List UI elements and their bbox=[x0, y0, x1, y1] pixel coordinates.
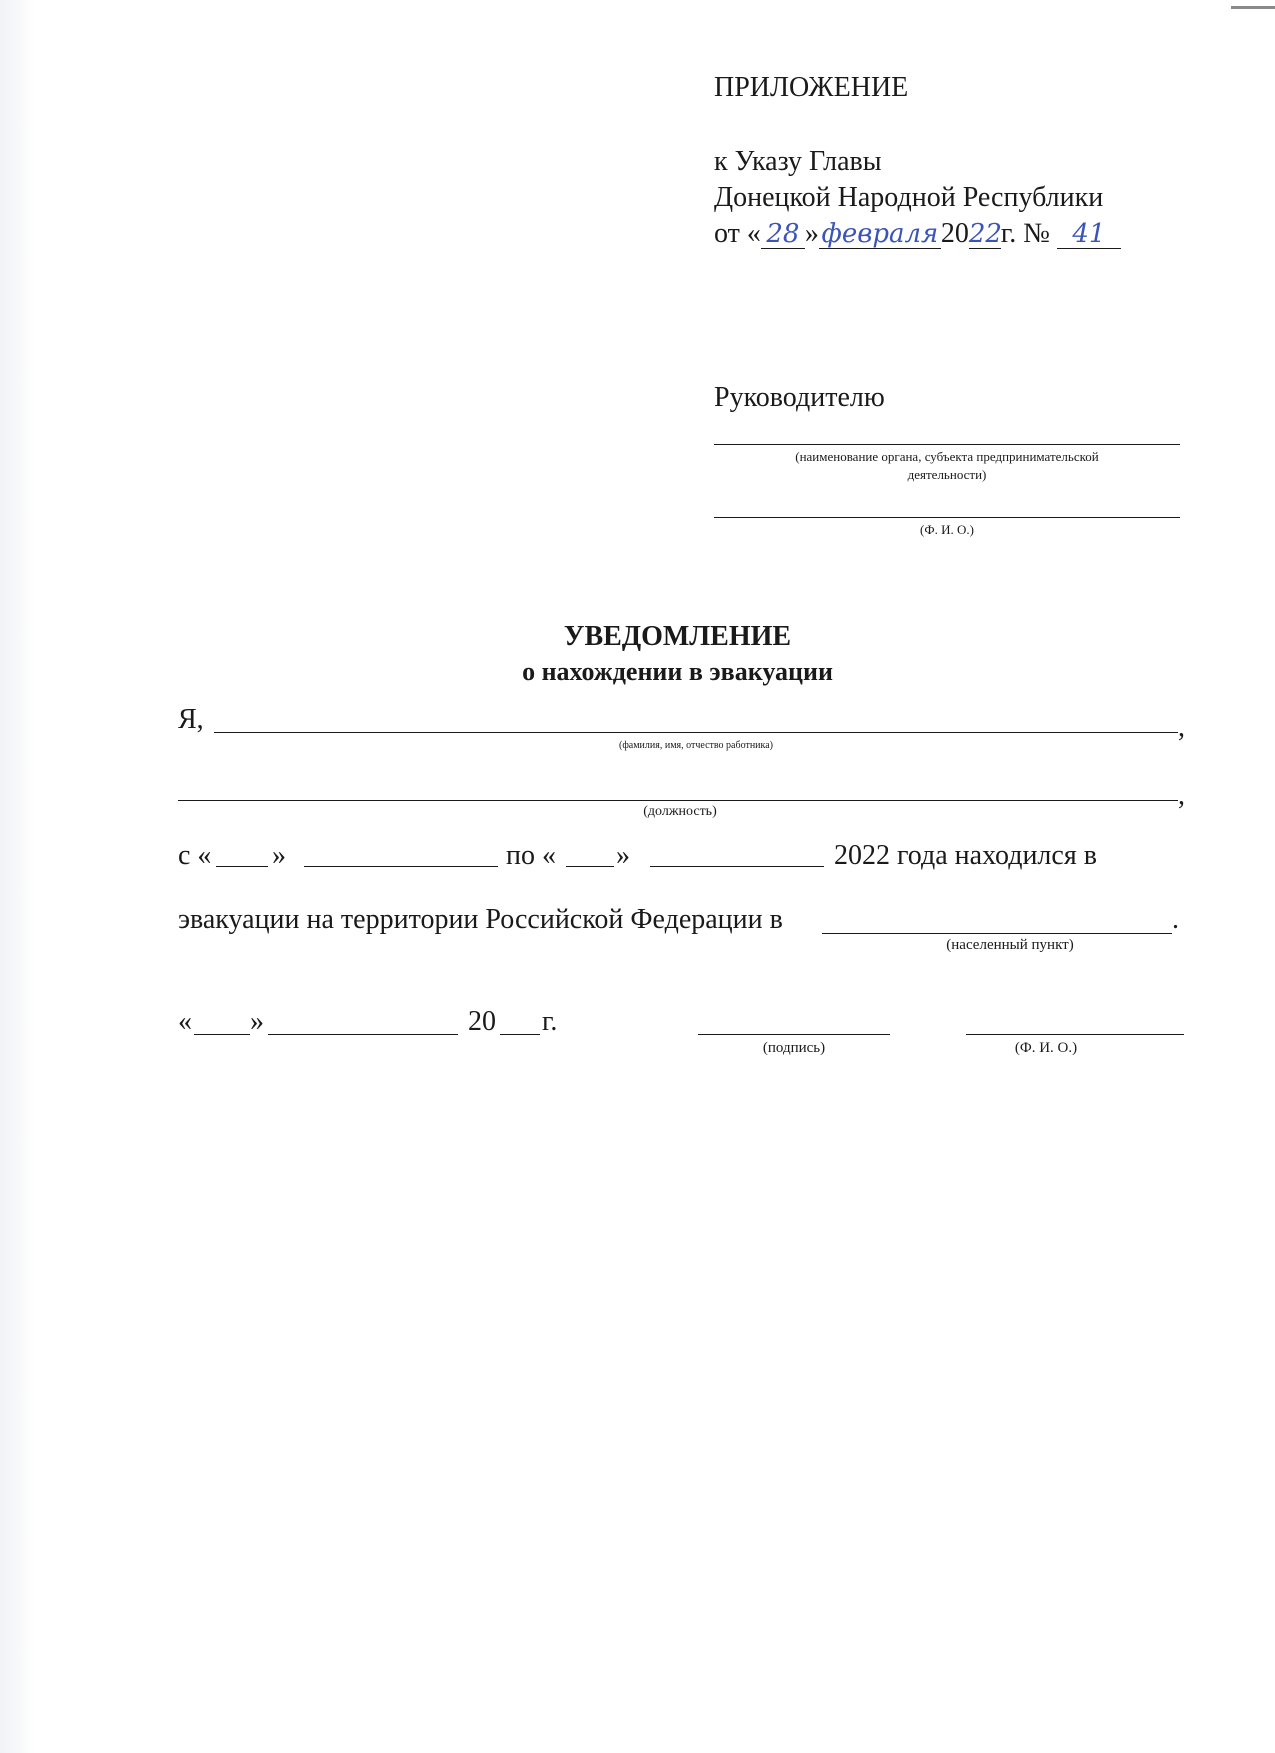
scan-mark bbox=[1231, 6, 1275, 9]
to-month-field[interactable] bbox=[650, 866, 824, 867]
org-caption-line-1: (наименование органа, субъекта предпринимательской bbox=[795, 449, 1099, 464]
date-year-field[interactable] bbox=[969, 220, 1001, 249]
to-day-field[interactable] bbox=[566, 866, 614, 867]
date-mid: » bbox=[804, 218, 819, 249]
document-subtitle: о нахождении в эвакуации bbox=[522, 657, 833, 686]
scan-shadow bbox=[0, 0, 34, 1753]
locality-field[interactable] bbox=[822, 933, 1172, 934]
org-caption-line-2: деятельности) bbox=[907, 467, 987, 482]
addressee-fio-field[interactable] bbox=[714, 517, 1180, 518]
period: . bbox=[1172, 904, 1179, 935]
signer-fio-field[interactable] bbox=[966, 1034, 1184, 1035]
date-month-field[interactable] bbox=[819, 220, 941, 249]
sign-year-suffix: г. bbox=[542, 1006, 558, 1037]
sign-date-open: « bbox=[178, 1006, 192, 1037]
document-title: УВЕДОМЛЕНИЕ bbox=[563, 621, 792, 652]
locality-caption: (населенный пункт) bbox=[946, 937, 1074, 953]
to-close: » bbox=[616, 840, 630, 871]
sign-year-prefix: 20 bbox=[468, 1006, 496, 1037]
i-prefix: Я, bbox=[178, 704, 204, 735]
comma-2: , bbox=[1178, 780, 1185, 811]
appendix-heading: ПРИЛОЖЕНИЕ bbox=[714, 72, 909, 103]
to-label: по « bbox=[506, 840, 556, 871]
date-prefix: от « bbox=[714, 218, 761, 249]
date-year-prefix: 20 bbox=[940, 218, 969, 249]
employee-name-field[interactable] bbox=[214, 732, 1178, 733]
addressee-fio-caption: (Ф. И. О.) bbox=[920, 522, 974, 537]
date-suffix: г. № bbox=[1000, 218, 1050, 249]
employee-name-caption: (фамилия, имя, отчество работника) bbox=[618, 740, 773, 751]
date-day-field[interactable] bbox=[761, 220, 805, 249]
sign-year-field[interactable] bbox=[500, 1034, 540, 1035]
from-close: » bbox=[272, 840, 286, 871]
decree-line-2: Донецкой Народной Республики bbox=[714, 182, 1104, 213]
date-day: 28 bbox=[766, 219, 800, 249]
evacuation-text: эвакуации на территории Российской Федерации в bbox=[178, 904, 783, 935]
decree-date-line bbox=[714, 218, 1121, 250]
decree-number-field[interactable] bbox=[1057, 220, 1121, 249]
signature-caption: (подпись) bbox=[762, 1040, 826, 1056]
org-name-field[interactable] bbox=[714, 444, 1180, 445]
position-caption: (должность) bbox=[643, 804, 717, 819]
signer-fio-caption: (Ф. И. О.) bbox=[1014, 1040, 1078, 1056]
decree-line-1: к Указу Главы bbox=[714, 146, 882, 177]
decree-number: 41 bbox=[1072, 219, 1106, 249]
date-month: февраля bbox=[821, 219, 939, 249]
comma-1: , bbox=[1178, 712, 1185, 743]
sign-month-field[interactable] bbox=[268, 1034, 458, 1035]
position-field[interactable] bbox=[178, 800, 1178, 801]
from-open: с « bbox=[178, 840, 212, 871]
date-year-suffix: 22 bbox=[968, 219, 1002, 249]
sign-day-field[interactable] bbox=[194, 1034, 250, 1035]
year-text: 2022 года находился в bbox=[834, 840, 1097, 871]
from-day-field[interactable] bbox=[216, 866, 268, 867]
sign-date-close: » bbox=[250, 1006, 264, 1037]
signature-field[interactable] bbox=[698, 1034, 890, 1035]
addressee-label: Руководителю bbox=[714, 382, 885, 413]
from-month-field[interactable] bbox=[304, 866, 498, 867]
